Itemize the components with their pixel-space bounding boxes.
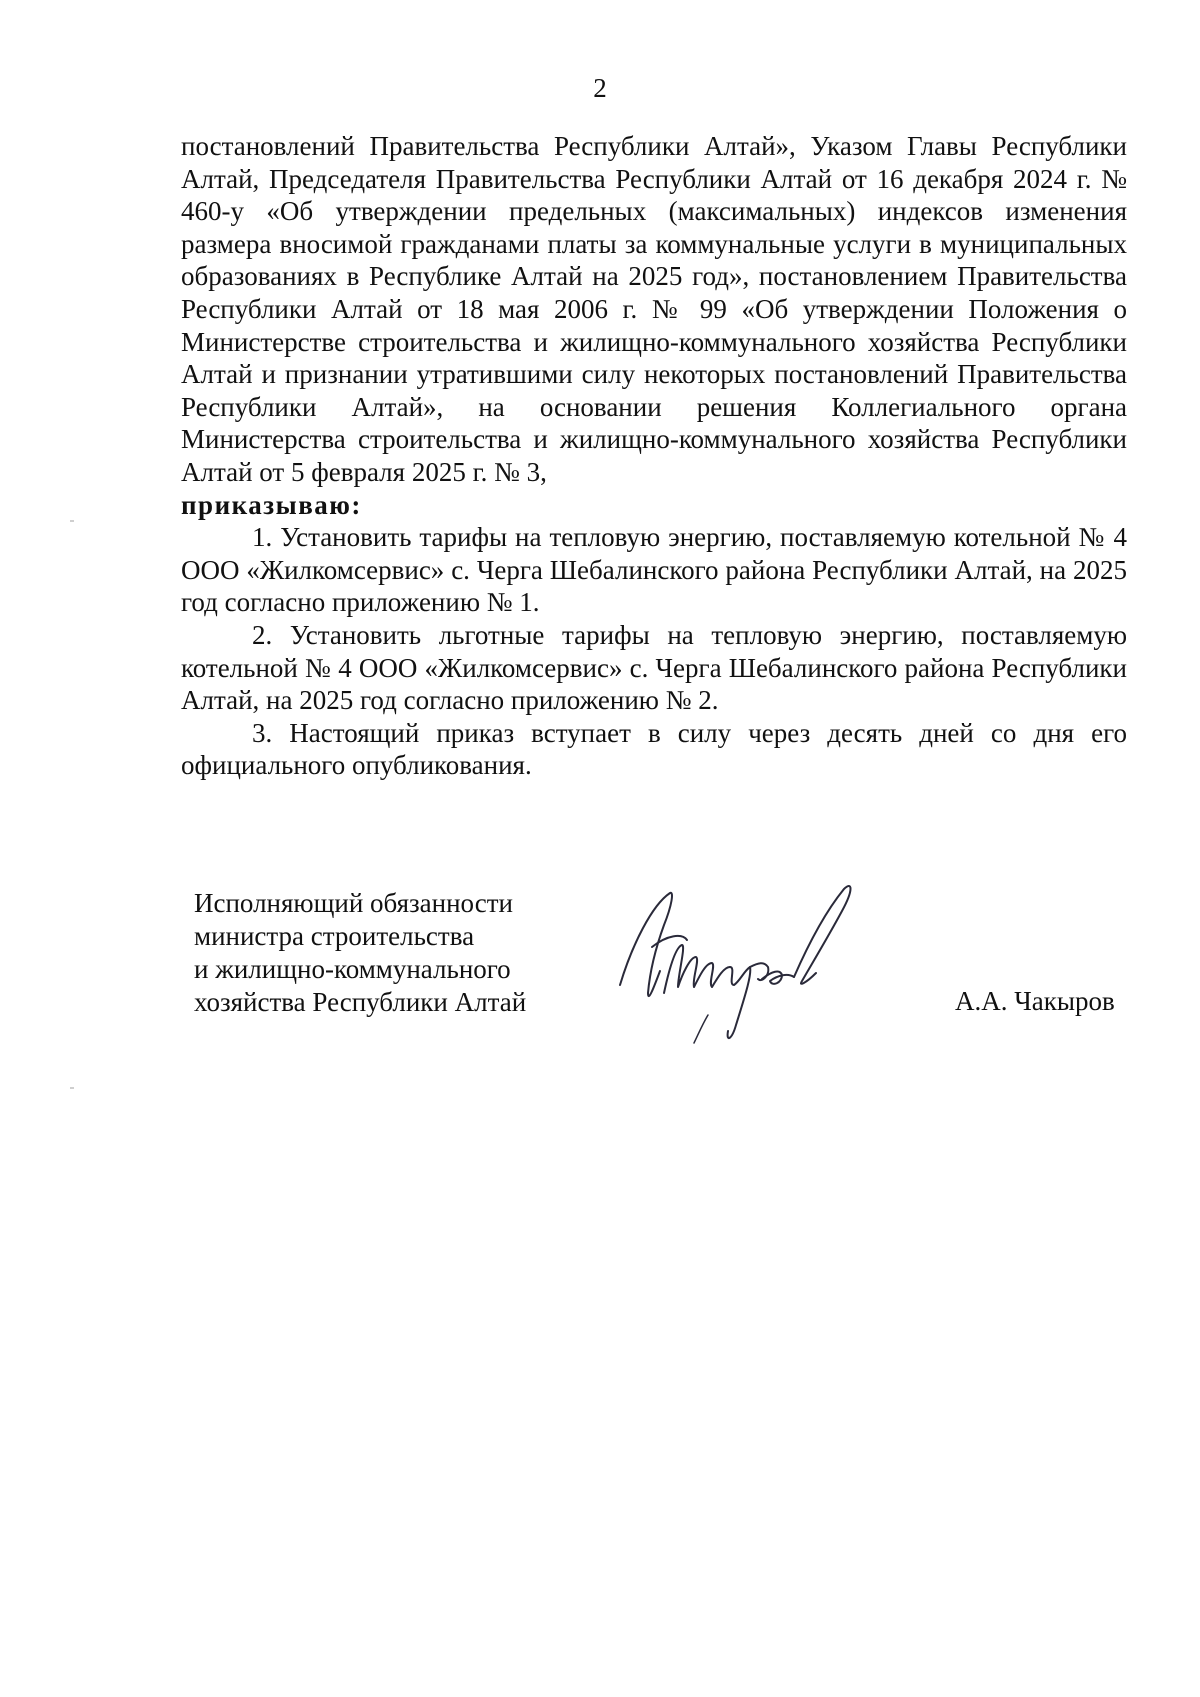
- handwritten-signature: [612, 875, 872, 1045]
- signatory-title: [194, 887, 526, 1019]
- signatory-title-line: министра строительства: [194, 921, 475, 951]
- scan-artifact: [70, 520, 74, 522]
- decree-word: приказываю:: [181, 489, 362, 520]
- signatory-name: А.А. Чакыров: [955, 986, 1115, 1016]
- signatory-title-line: Исполняющий обязанности: [194, 888, 513, 918]
- signatory-title-line: хозяйства Республики Алтай: [194, 987, 527, 1017]
- order-item-1: 1. Установить тарифы на тепловую энергию, поставляемую котельной № 4 ООО «Жилкомсервис» с. Черга Шебалинского района Республики Алтай, на 2025 год согласно приложению № 1.: [181, 522, 1127, 618]
- order-item-2: 2. Установить льготные тарифы на тепловую энергию, поставляемую котельной № 4 ООО «Жилкомсервис» с. Черга Шебалинского района Республики Алтай, на 2025 год согласно приложению № 2.: [181, 619, 1127, 716]
- signatory-title-line: и жилищно-коммунального: [194, 954, 511, 984]
- order-body: [181, 130, 1127, 782]
- page-number: 2: [593, 73, 607, 103]
- scan-artifact: [70, 1087, 74, 1089]
- order-item-3: 3. Настоящий приказ вступает в силу через десять дней со дня его официального опубликования.: [181, 717, 1127, 781]
- preamble-paragraph: постановлений Правительства Республики Алтай», Указом Главы Республики Алтай, Председателя Правительства Республики Алтай от 16 декабря 2024 г. № 460-у «Об утверждении предельных (максимальных) индексов изменения размера вносимой гражданами платы за коммунальные услуги в муниципальных образованиях в Республике Алтай на 2025 год», постановлением Правительства Республики Алтай от 18 мая 2006 г. № 99 «Об утверждении Положения о Министерстве строительства и жилищно-коммунального хозяйства Республики Алтай и признании утратившими силу некоторых постановлений Правительства Республики Алтай», на основании решения Коллегиального органа Министерства строительства и жилищно-коммунального хозяйства Республики Алтай от 5 февраля 2025 г. № 3,: [181, 131, 1127, 487]
